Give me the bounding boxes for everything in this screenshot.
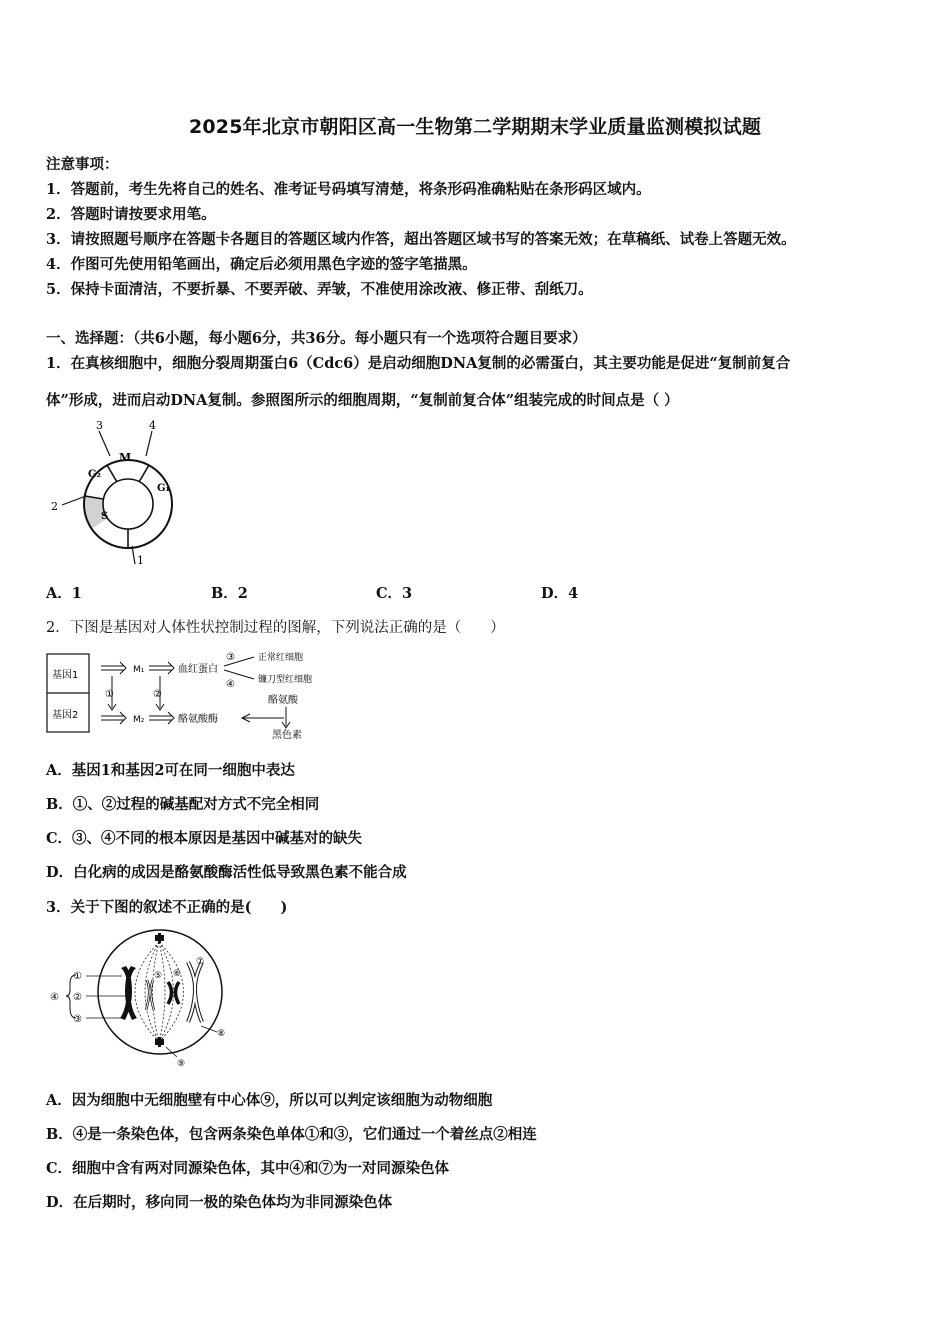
option-b[interactable]: B．①、②过程的碱基配对方式不完全相同	[46, 796, 320, 813]
question-1-stem: 1．在真核细胞中，细胞分裂周期蛋白6（Cdc6）是启动细胞DNA复制的必需蛋白，其主要功能是促进“复制前复合	[46, 355, 791, 372]
label-8: ⑧	[217, 1029, 226, 1039]
question-1-options	[46, 582, 606, 603]
phase-label-g2: G₂	[88, 469, 101, 480]
option-b[interactable]: B．④是一条染色体，包含两条染色单体①和③，它们通过一个着丝点②相连	[46, 1126, 537, 1143]
label-2: ②	[73, 992, 82, 1003]
normal-rbc-label: 正常红细胞	[258, 653, 304, 663]
section-heading: 一、选择题：（共6小题，每小题6分，共36分。每小题只有一个选项符合题目要求）	[46, 330, 587, 347]
label-4: ④	[50, 992, 59, 1003]
hemoglobin-label: 血红蛋白	[178, 664, 218, 675]
label-1: ①	[73, 971, 82, 982]
gene-1-label: 基因1	[52, 670, 79, 681]
step-4-label: ④	[226, 679, 235, 690]
phase-label-g1: G₁	[157, 483, 170, 494]
mrna-2-label: M₂	[133, 715, 145, 725]
page-title: 2025年北京市朝阳区高一生物第二学期期末学业质量监测模拟试题	[188, 116, 762, 138]
gene-control-figure	[46, 648, 330, 740]
mrna-1-label: M₁	[133, 665, 145, 675]
option-c[interactable]: C．③、④不同的根本原因是基因中碱基对的缺失	[46, 830, 363, 847]
notice-item: 5．保持卡面清洁，不要折暴、不要弄破、弄皱，不准使用涂改液、修正带、刮纸刀。	[46, 281, 593, 298]
cell-division-figure	[46, 926, 242, 1072]
question-1-stem-continued: 体”形成，进而启动DNA复制。参照图所示的细胞周期，“复制前复合体”组装完成的时间点是（ ）	[46, 392, 679, 409]
notice-item: 4．作图可先使用铅笔画出，确定后必须用黑色字迹的签字笔描黑。	[46, 256, 477, 273]
melanin-label: 黑色素	[272, 730, 302, 740]
cell-cycle-figure	[46, 418, 192, 566]
option-c[interactable]: C．3	[376, 585, 413, 602]
step-3-label: ③	[226, 652, 235, 663]
tyrosinase-label: 酪氨酸酶	[178, 714, 218, 725]
phase-label-m: M	[119, 451, 132, 464]
option-a[interactable]: A．基因1和基因2可在同一细胞中表达	[46, 762, 295, 779]
notice-heading: 注意事项：	[46, 156, 119, 173]
phase-label-s: S	[101, 511, 109, 522]
question-3-stem: 3．关于下图的叙述不正确的是( )	[46, 899, 288, 916]
step-1-label: ①	[105, 689, 114, 700]
option-d[interactable]: D．白化病的成因是酪氨酸酶活性低导致黑色素不能合成	[46, 864, 407, 881]
label-3: ③	[73, 1014, 82, 1025]
option-b[interactable]: B．2	[211, 585, 248, 602]
tyrosine-label: 酪氨酸	[268, 695, 298, 706]
point-label-4: 4	[149, 419, 156, 432]
option-c[interactable]: C．细胞中含有两对同源染色体，其中④和⑦为一对同源染色体	[46, 1160, 450, 1177]
question-2-stem: 2．下图是基因对人体性状控制过程的图解，下列说法正确的是（ ）	[46, 620, 505, 636]
label-5: ⑤	[154, 971, 163, 981]
notice-item: 2．答题时请按要求用笔。	[46, 206, 216, 223]
option-a[interactable]: A．1	[46, 585, 82, 602]
label-6: ⑥	[173, 969, 182, 979]
option-d[interactable]: D．在后期时，移向同一极的染色体均为非同源染色体	[46, 1194, 393, 1211]
point-label-3: 3	[96, 419, 103, 432]
gene-2-label: 基因2	[52, 710, 79, 721]
option-d[interactable]: D．4	[541, 585, 579, 602]
notice-item: 1．答题前，考生先将自己的姓名、准考证号码填写清楚，将条形码准确粘贴在条形码区域内。	[46, 181, 651, 198]
option-a[interactable]: A．因为细胞中无细胞壁有中心体⑨，所以可以判定该细胞为动物细胞	[46, 1092, 493, 1109]
label-7: ⑦	[196, 957, 205, 967]
sickle-rbc-label: 镰刀型红细胞	[258, 675, 313, 685]
label-9: ⑨	[177, 1059, 186, 1069]
point-label-1: 1	[137, 554, 144, 566]
notice-item: 3．请按照题号顺序在答题卡各题目的答题区域内作答，超出答题区域书写的答案无效；在草稿纸、试卷上答题无效。	[46, 231, 796, 248]
step-2-label: ②	[153, 689, 162, 700]
point-label-2: 2	[51, 500, 58, 513]
